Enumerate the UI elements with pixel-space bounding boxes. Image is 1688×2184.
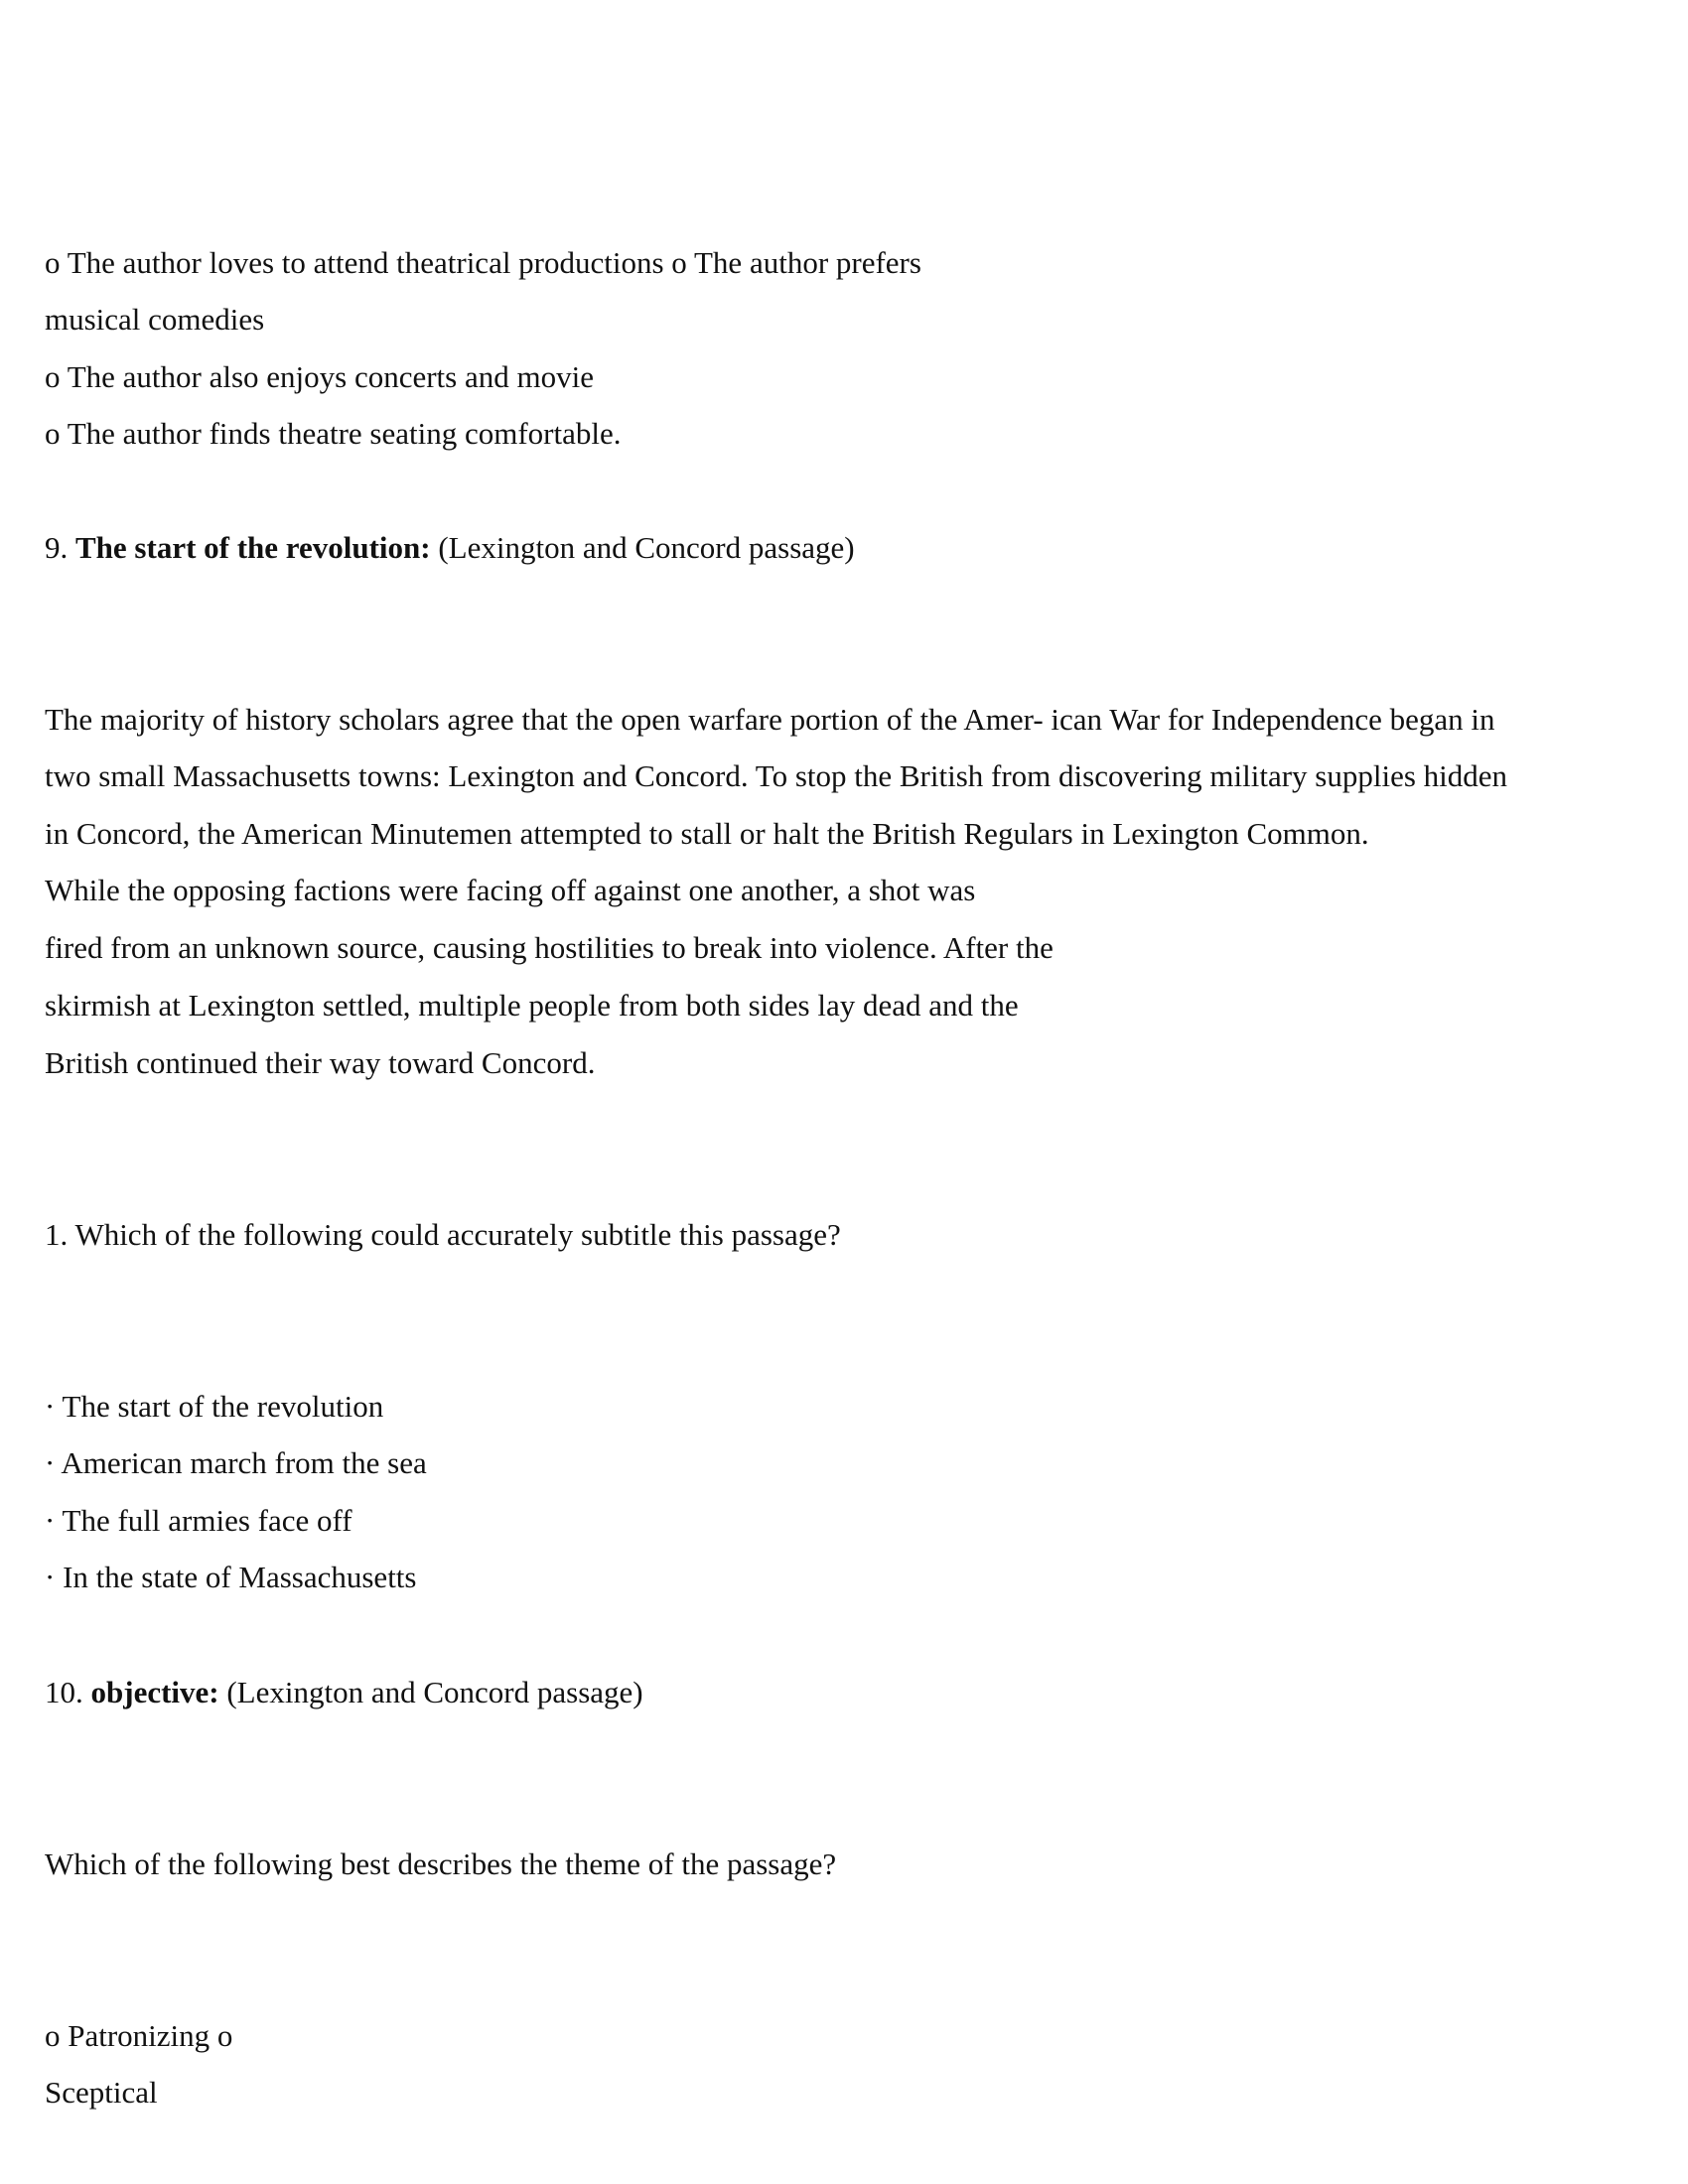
answer-option: · The full armies face off: [45, 1503, 352, 1538]
question-number: 9.: [45, 530, 69, 565]
sub-question: 1. Which of the following could accurately subtitle this passage?: [45, 1217, 841, 1252]
passage-line: two small Massachusetts towns: Lexington and Concord. To stop the British from discovering military supplies hidden: [45, 758, 1508, 793]
answer-option-line: Sceptical: [45, 2075, 158, 2110]
answer-option-line: musical comedies: [45, 302, 265, 337]
question-source: (Lexington and Concord passage): [226, 1675, 643, 1709]
passage-line: fired from an unknown source, causing hostilities to break into violence. After the: [45, 930, 1054, 965]
answer-option-line: o Patronizing o: [45, 2018, 233, 2053]
passage-line: While the opposing factions were facing off against one another, a shot was: [45, 873, 976, 907]
question-number: 10.: [45, 1675, 83, 1709]
question-heading-9: [45, 528, 855, 568]
answer-option: · In the state of Massachusetts: [45, 1560, 417, 1594]
question-source: (Lexington and Concord passage): [438, 530, 855, 565]
question-title: The start of the revolution:: [75, 530, 431, 565]
question-title: objective:: [90, 1675, 219, 1709]
answer-option: · American march from the sea: [45, 1445, 427, 1480]
passage-line: British continued their way toward Concord.: [45, 1045, 596, 1080]
answer-option-line: o The author also enjoys concerts and movie: [45, 359, 594, 394]
answer-option-line: o The author loves to attend theatrical productions o The author prefers: [45, 245, 921, 280]
answer-option-line: o The author finds theatre seating comfortable.: [45, 416, 622, 451]
passage-line: The majority of history scholars agree that the open warfare portion of the Amer- ican War for Independence began in: [45, 702, 1495, 737]
question-heading-10: [45, 1673, 643, 1712]
answer-option: · The start of the revolution: [45, 1389, 384, 1424]
passage-line: in Concord, the American Minutemen attempted to stall or halt the British Regulars in Lexington Common.: [45, 816, 1369, 851]
passage-line: skirmish at Lexington settled, multiple people from both sides lay dead and the: [45, 988, 1019, 1023]
question-text: Which of the following best describes the theme of the passage?: [45, 1846, 837, 1881]
